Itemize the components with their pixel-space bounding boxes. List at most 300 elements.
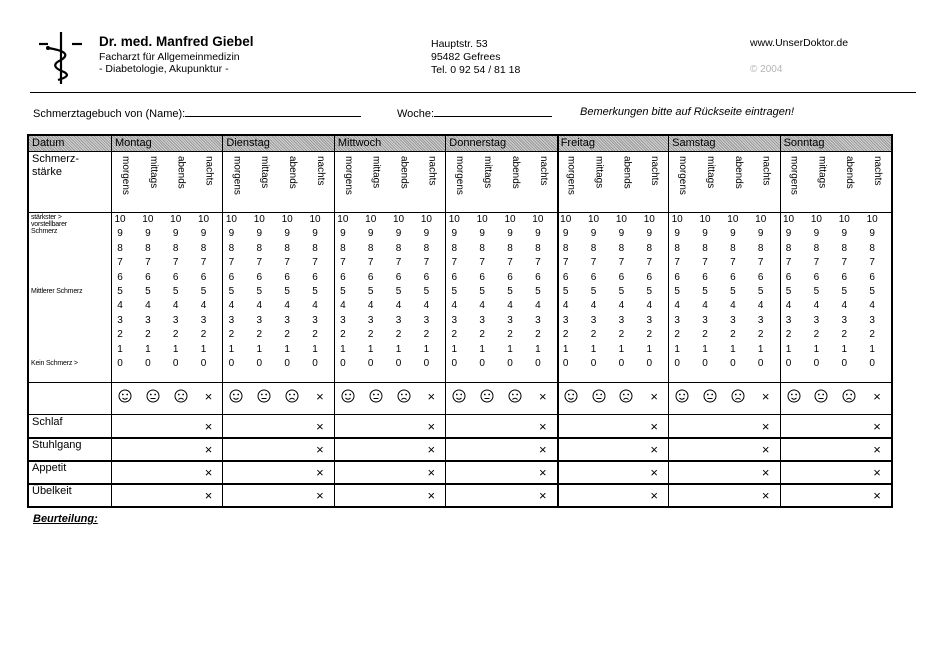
- pain-scale-value[interactable]: 1: [340, 343, 346, 355]
- pain-scale-value[interactable]: 2: [117, 329, 123, 341]
- pain-scale-value[interactable]: 10: [142, 214, 154, 225]
- pain-scale-value[interactable]: 7: [145, 257, 151, 269]
- pain-scale-value[interactable]: 2: [228, 329, 235, 341]
- pain-scale-value[interactable]: 2: [618, 329, 625, 341]
- pain-scale-value[interactable]: 6: [312, 271, 318, 283]
- pain-scale-value[interactable]: 3: [507, 314, 513, 326]
- pain-scale-value[interactable]: 10: [866, 214, 878, 225]
- pain-scale-value[interactable]: 0: [507, 358, 513, 369]
- pain-scale-value[interactable]: 7: [562, 257, 569, 269]
- pain-scale-value[interactable]: 4: [646, 300, 653, 312]
- pain-scale-value[interactable]: 7: [256, 257, 263, 269]
- pain-scale-value[interactable]: 6: [618, 271, 625, 283]
- pain-scale-value[interactable]: 2: [423, 329, 430, 341]
- pain-scale-value[interactable]: 7: [312, 257, 318, 269]
- none-mark[interactable]: ×: [204, 389, 213, 404]
- pain-scale-value[interactable]: 6: [646, 271, 653, 283]
- pain-scale-value[interactable]: 0: [395, 358, 402, 369]
- pain-scale-value[interactable]: 2: [507, 329, 513, 341]
- pain-scale-value[interactable]: 6: [172, 271, 179, 283]
- pain-scale-value[interactable]: 2: [730, 329, 736, 341]
- pain-scale-value[interactable]: 7: [590, 257, 597, 269]
- neutral-face-icon[interactable]: [814, 389, 828, 403]
- pain-scale-value[interactable]: 5: [423, 286, 430, 297]
- pain-scale-value[interactable]: 9: [479, 228, 485, 240]
- pain-scale-value[interactable]: 6: [451, 271, 458, 283]
- none-mark[interactable]: ×: [427, 389, 436, 404]
- pain-scale-value[interactable]: 0: [618, 358, 625, 369]
- pain-scale-value[interactable]: 6: [423, 271, 430, 283]
- pain-scale-value[interactable]: 10: [727, 214, 739, 225]
- pain-scale-value[interactable]: 3: [562, 314, 569, 326]
- pain-scale-value[interactable]: 10: [810, 214, 822, 225]
- pain-scale-value[interactable]: 1: [785, 343, 792, 355]
- pain-scale-value[interactable]: 6: [395, 271, 402, 283]
- week-line[interactable]: [434, 106, 552, 117]
- row-mark[interactable]: ×: [316, 488, 324, 503]
- row-mark[interactable]: ×: [761, 442, 770, 457]
- pain-scale-value[interactable]: 4: [869, 300, 875, 312]
- pain-scale-value[interactable]: 4: [145, 300, 151, 312]
- row-mark[interactable]: ×: [204, 488, 213, 503]
- pain-scale-value[interactable]: 7: [535, 257, 541, 269]
- pain-scale-value[interactable]: 3: [702, 314, 708, 326]
- pain-scale-value[interactable]: 6: [562, 271, 569, 283]
- sad-face-icon[interactable]: [285, 389, 299, 403]
- pain-scale-value[interactable]: 2: [479, 329, 485, 341]
- pain-scale-value[interactable]: 10: [114, 214, 126, 225]
- pain-scale-value[interactable]: 2: [145, 329, 151, 341]
- pain-scale-value[interactable]: 0: [646, 358, 653, 369]
- pain-scale-value[interactable]: 2: [813, 329, 820, 341]
- pain-scale-value[interactable]: 0: [284, 358, 290, 369]
- row-mark[interactable]: ×: [873, 465, 881, 480]
- pain-scale-value[interactable]: 1: [228, 343, 235, 355]
- pain-scale-value[interactable]: 1: [284, 343, 290, 355]
- pain-scale-value[interactable]: 6: [757, 271, 764, 283]
- pain-scale-value[interactable]: 0: [730, 358, 736, 369]
- pain-scale-value[interactable]: 0: [479, 358, 485, 369]
- pain-scale-value[interactable]: 5: [284, 286, 290, 297]
- pain-scale-value[interactable]: 10: [448, 214, 460, 225]
- pain-scale-value[interactable]: 1: [646, 343, 653, 355]
- pain-scale-value[interactable]: 0: [757, 358, 764, 369]
- pain-scale-value[interactable]: 8: [730, 242, 736, 254]
- pain-scale-value[interactable]: 1: [200, 343, 207, 355]
- pain-scale-value[interactable]: 5: [172, 286, 179, 297]
- pain-scale-value[interactable]: 3: [200, 314, 207, 326]
- pain-scale-value[interactable]: 4: [367, 300, 374, 312]
- pain-scale-value[interactable]: 0: [451, 358, 458, 369]
- pain-scale-value[interactable]: 0: [590, 358, 597, 369]
- pain-scale-value[interactable]: 2: [535, 329, 541, 341]
- pain-scale-value[interactable]: 7: [395, 257, 402, 269]
- pain-scale-value[interactable]: 4: [507, 300, 513, 312]
- neutral-face-icon[interactable]: [369, 389, 383, 403]
- pain-scale-value[interactable]: 10: [588, 214, 600, 225]
- pain-scale-value[interactable]: 7: [869, 257, 875, 269]
- pain-scale-value[interactable]: 6: [228, 271, 235, 283]
- pain-scale-value[interactable]: 5: [200, 286, 207, 297]
- pain-scale-value[interactable]: 9: [451, 228, 458, 240]
- pain-scale-value[interactable]: 6: [674, 271, 680, 283]
- row-mark[interactable]: ×: [538, 419, 547, 434]
- happy-face-icon[interactable]: [787, 389, 801, 403]
- pain-scale-value[interactable]: 5: [674, 286, 680, 297]
- pain-scale-value[interactable]: 6: [367, 271, 374, 283]
- pain-scale-value[interactable]: 9: [562, 228, 569, 240]
- pain-scale-value[interactable]: 4: [228, 300, 235, 312]
- pain-scale-value[interactable]: 1: [674, 343, 680, 355]
- pain-scale-value[interactable]: 9: [312, 228, 318, 240]
- pain-scale-value[interactable]: 0: [423, 358, 430, 369]
- pain-scale-value[interactable]: 3: [367, 314, 374, 326]
- row-mark[interactable]: ×: [204, 419, 213, 434]
- pain-scale-value[interactable]: 10: [476, 214, 488, 225]
- row-mark[interactable]: ×: [650, 419, 658, 434]
- pain-scale-value[interactable]: 9: [200, 228, 207, 240]
- website-link[interactable]: www.UnserDoktor.de: [750, 37, 849, 49]
- pain-scale-value[interactable]: 6: [785, 271, 792, 283]
- row-mark[interactable]: ×: [650, 442, 658, 457]
- pain-scale-value[interactable]: 3: [312, 314, 318, 326]
- pain-scale-value[interactable]: 9: [228, 228, 235, 240]
- happy-face-icon[interactable]: [452, 389, 466, 403]
- pain-scale-value[interactable]: 5: [702, 286, 708, 297]
- row-mark[interactable]: ×: [316, 419, 324, 434]
- pain-scale-value[interactable]: 7: [228, 257, 235, 269]
- pain-scale-value[interactable]: 3: [340, 314, 346, 326]
- pain-scale-value[interactable]: 9: [841, 228, 848, 240]
- pain-scale-value[interactable]: 0: [172, 358, 179, 369]
- row-mark[interactable]: ×: [650, 488, 658, 503]
- pain-scale-value[interactable]: 8: [200, 242, 207, 254]
- pain-scale-value[interactable]: 3: [172, 314, 179, 326]
- pain-scale-value[interactable]: 3: [674, 314, 680, 326]
- row-mark[interactable]: ×: [316, 465, 324, 480]
- pain-scale-value[interactable]: 7: [730, 257, 736, 269]
- pain-scale-value[interactable]: 8: [117, 242, 123, 254]
- pain-scale-value[interactable]: 4: [535, 300, 541, 312]
- pain-scale-value[interactable]: 8: [423, 242, 430, 254]
- pain-scale-value[interactable]: 1: [535, 343, 541, 355]
- pain-scale-value[interactable]: 0: [145, 358, 151, 369]
- pain-scale-value[interactable]: 4: [284, 300, 290, 312]
- pain-scale-value[interactable]: 1: [423, 343, 430, 355]
- pain-scale-value[interactable]: 6: [117, 271, 123, 283]
- row-mark[interactable]: ×: [204, 465, 213, 480]
- pain-scale-value[interactable]: 0: [228, 358, 235, 369]
- pain-scale-value[interactable]: 1: [841, 343, 848, 355]
- pain-scale-value[interactable]: 9: [145, 228, 151, 240]
- pain-scale-value[interactable]: 3: [590, 314, 597, 326]
- pain-scale-value[interactable]: 0: [367, 358, 374, 369]
- pain-scale-value[interactable]: 3: [813, 314, 820, 326]
- row-mark[interactable]: ×: [427, 442, 436, 457]
- pain-scale-value[interactable]: 8: [646, 242, 653, 254]
- pain-scale-value[interactable]: 8: [479, 242, 485, 254]
- neutral-face-icon[interactable]: [257, 389, 271, 403]
- pain-scale-value[interactable]: 9: [702, 228, 708, 240]
- pain-scale-value[interactable]: 5: [562, 286, 569, 297]
- pain-scale-value[interactable]: 9: [256, 228, 263, 240]
- pain-scale-value[interactable]: 4: [590, 300, 597, 312]
- pain-scale-value[interactable]: 7: [284, 257, 290, 269]
- pain-scale-value[interactable]: 3: [479, 314, 485, 326]
- pain-scale-value[interactable]: 8: [674, 242, 680, 254]
- pain-scale-value[interactable]: 9: [423, 228, 430, 240]
- pain-scale-value[interactable]: 7: [841, 257, 848, 269]
- row-mark[interactable]: ×: [427, 419, 436, 434]
- pain-scale-value[interactable]: 5: [590, 286, 597, 297]
- neutral-face-icon[interactable]: [146, 389, 160, 403]
- happy-face-icon[interactable]: [341, 389, 355, 403]
- pain-scale-value[interactable]: 2: [395, 329, 402, 341]
- pain-scale-value[interactable]: 9: [813, 228, 820, 240]
- pain-scale-value[interactable]: 3: [841, 314, 848, 326]
- pain-scale-value[interactable]: 9: [535, 228, 541, 240]
- pain-scale-value[interactable]: 5: [841, 286, 848, 297]
- pain-scale-value[interactable]: 1: [117, 343, 123, 355]
- neutral-face-icon[interactable]: [480, 389, 494, 403]
- none-mark[interactable]: ×: [761, 389, 770, 404]
- pain-scale-value[interactable]: 4: [395, 300, 402, 312]
- pain-scale-value[interactable]: 5: [646, 286, 653, 297]
- pain-scale-value[interactable]: 3: [451, 314, 458, 326]
- row-mark[interactable]: ×: [204, 442, 213, 457]
- neutral-face-icon[interactable]: [703, 389, 717, 403]
- pain-scale-value[interactable]: 7: [423, 257, 430, 269]
- sad-face-icon[interactable]: [842, 389, 856, 403]
- pain-scale-value[interactable]: 8: [757, 242, 764, 254]
- pain-scale-value[interactable]: 5: [730, 286, 736, 297]
- pain-scale-value[interactable]: 10: [504, 214, 516, 225]
- pain-scale-value[interactable]: 4: [730, 300, 736, 312]
- pain-scale-value[interactable]: 5: [785, 286, 792, 297]
- pain-scale-value[interactable]: 8: [618, 242, 625, 254]
- pain-scale-value[interactable]: 5: [395, 286, 402, 297]
- patient-name-line[interactable]: [185, 106, 361, 117]
- pain-scale-value[interactable]: 2: [757, 329, 764, 341]
- pain-scale-value[interactable]: 0: [200, 358, 207, 369]
- pain-scale-value[interactable]: 10: [170, 214, 182, 225]
- pain-scale-value[interactable]: 5: [535, 286, 541, 297]
- pain-scale-value[interactable]: 5: [312, 286, 318, 297]
- pain-scale-value[interactable]: 10: [755, 214, 767, 225]
- pain-scale-value[interactable]: 1: [451, 343, 458, 355]
- pain-scale-value[interactable]: 9: [507, 228, 513, 240]
- pain-scale-value[interactable]: 0: [256, 358, 263, 369]
- pain-scale-value[interactable]: 10: [225, 214, 237, 225]
- pain-scale-value[interactable]: 4: [172, 300, 179, 312]
- pain-scale-value[interactable]: 2: [785, 329, 792, 341]
- pain-scale-value[interactable]: 0: [785, 358, 792, 369]
- pain-scale-value[interactable]: 8: [702, 242, 708, 254]
- row-mark[interactable]: ×: [761, 465, 770, 480]
- sad-face-icon[interactable]: [397, 389, 411, 403]
- pain-scale-value[interactable]: 10: [838, 214, 850, 225]
- pain-scale-value[interactable]: 10: [337, 214, 349, 225]
- pain-scale-value[interactable]: 1: [312, 343, 318, 355]
- pain-scale-value[interactable]: 7: [200, 257, 207, 269]
- pain-scale-value[interactable]: 6: [841, 271, 848, 283]
- pain-scale-value[interactable]: 8: [228, 242, 235, 254]
- pain-scale-value[interactable]: 4: [423, 300, 430, 312]
- pain-scale-value[interactable]: 8: [451, 242, 458, 254]
- pain-scale-value[interactable]: 8: [367, 242, 374, 254]
- pain-scale-value[interactable]: 7: [479, 257, 485, 269]
- pain-scale-value[interactable]: 8: [256, 242, 263, 254]
- happy-face-icon[interactable]: [675, 389, 689, 403]
- pain-scale-value[interactable]: 0: [562, 358, 569, 369]
- pain-scale-value[interactable]: 1: [145, 343, 151, 355]
- pain-scale-value[interactable]: 3: [730, 314, 736, 326]
- pain-scale-value[interactable]: 7: [117, 257, 123, 269]
- pain-scale-value[interactable]: 10: [365, 214, 377, 225]
- pain-scale-value[interactable]: 6: [535, 271, 541, 283]
- pain-scale-value[interactable]: 9: [869, 228, 875, 240]
- pain-scale-value[interactable]: 9: [367, 228, 374, 240]
- pain-scale-value[interactable]: 0: [841, 358, 848, 369]
- pain-scale-value[interactable]: 6: [284, 271, 290, 283]
- pain-scale-value[interactable]: 4: [256, 300, 263, 312]
- row-mark[interactable]: ×: [873, 442, 881, 457]
- pain-scale-value[interactable]: 4: [562, 300, 569, 312]
- sad-face-icon[interactable]: [619, 389, 633, 403]
- pain-scale-value[interactable]: 10: [783, 214, 795, 225]
- pain-scale-value[interactable]: 10: [671, 214, 683, 225]
- pain-scale-value[interactable]: 9: [172, 228, 179, 240]
- pain-scale-value[interactable]: 2: [562, 329, 569, 341]
- pain-scale-value[interactable]: 1: [618, 343, 625, 355]
- pain-scale-value[interactable]: 7: [674, 257, 680, 269]
- pain-scale-value[interactable]: 7: [340, 257, 346, 269]
- pain-scale-value[interactable]: 6: [200, 271, 207, 283]
- pain-scale-value[interactable]: 3: [284, 314, 290, 326]
- pain-scale-value[interactable]: 2: [841, 329, 848, 341]
- pain-scale-value[interactable]: 6: [702, 271, 708, 283]
- pain-scale-value[interactable]: 7: [507, 257, 513, 269]
- sad-face-icon[interactable]: [508, 389, 522, 403]
- pain-scale-value[interactable]: 3: [145, 314, 151, 326]
- pain-scale-value[interactable]: 5: [757, 286, 764, 297]
- pain-scale-value[interactable]: 5: [367, 286, 374, 297]
- pain-scale-value[interactable]: 4: [813, 300, 820, 312]
- pain-scale-value[interactable]: 5: [618, 286, 625, 297]
- pain-scale-value[interactable]: 4: [757, 300, 764, 312]
- pain-scale-value[interactable]: 6: [145, 271, 151, 283]
- pain-scale-value[interactable]: 8: [869, 242, 875, 254]
- pain-scale-value[interactable]: 1: [256, 343, 263, 355]
- pain-scale-value[interactable]: 10: [699, 214, 711, 225]
- pain-scale-value[interactable]: 8: [145, 242, 151, 254]
- sad-face-icon[interactable]: [174, 389, 188, 403]
- pain-scale-value[interactable]: 4: [618, 300, 625, 312]
- pain-scale-value[interactable]: 5: [451, 286, 458, 297]
- pain-scale-value[interactable]: 5: [340, 286, 346, 297]
- pain-scale-value[interactable]: 1: [507, 343, 513, 355]
- week-field[interactable]: [397, 106, 552, 120]
- pain-scale-value[interactable]: 1: [730, 343, 736, 355]
- pain-scale-value[interactable]: 0: [340, 358, 346, 369]
- pain-scale-value[interactable]: 3: [117, 314, 123, 326]
- pain-scale-value[interactable]: 8: [562, 242, 569, 254]
- pain-scale-value[interactable]: 8: [813, 242, 820, 254]
- pain-scale-value[interactable]: 8: [535, 242, 541, 254]
- pain-scale-value[interactable]: 9: [757, 228, 764, 240]
- none-mark[interactable]: ×: [650, 389, 658, 404]
- pain-scale-value[interactable]: 9: [730, 228, 736, 240]
- pain-scale-value[interactable]: 7: [646, 257, 653, 269]
- none-mark[interactable]: ×: [538, 389, 547, 404]
- pain-scale-value[interactable]: 9: [646, 228, 653, 240]
- pain-scale-value[interactable]: 7: [618, 257, 625, 269]
- pain-scale-value[interactable]: 6: [479, 271, 485, 283]
- pain-scale-value[interactable]: 1: [757, 343, 764, 355]
- pain-scale-value[interactable]: 0: [535, 358, 541, 369]
- pain-scale-value[interactable]: 7: [451, 257, 458, 269]
- pain-scale-value[interactable]: 2: [312, 329, 318, 341]
- happy-face-icon[interactable]: [229, 389, 243, 403]
- neutral-face-icon[interactable]: [592, 389, 606, 403]
- pain-scale-value[interactable]: 3: [618, 314, 625, 326]
- pain-scale-value[interactable]: 0: [312, 358, 318, 369]
- pain-scale-value[interactable]: 2: [172, 329, 179, 341]
- pain-scale-value[interactable]: 2: [646, 329, 653, 341]
- pain-scale-value[interactable]: 6: [869, 271, 875, 283]
- pain-scale-value[interactable]: 8: [841, 242, 848, 254]
- pain-scale-value[interactable]: 2: [702, 329, 708, 341]
- row-mark[interactable]: ×: [538, 465, 547, 480]
- pain-scale-value[interactable]: 10: [532, 214, 544, 225]
- pain-scale-value[interactable]: 8: [172, 242, 179, 254]
- row-mark[interactable]: ×: [873, 488, 881, 503]
- pain-scale-value[interactable]: 6: [507, 271, 513, 283]
- pain-scale-value[interactable]: 4: [451, 300, 458, 312]
- pain-scale-value[interactable]: 2: [284, 329, 290, 341]
- pain-scale-value[interactable]: 3: [395, 314, 402, 326]
- pain-scale-value[interactable]: 2: [869, 329, 875, 341]
- pain-scale-value[interactable]: 9: [674, 228, 680, 240]
- pain-scale-value[interactable]: 3: [423, 314, 430, 326]
- pain-scale-value[interactable]: 0: [702, 358, 708, 369]
- pain-scale-value[interactable]: 4: [200, 300, 207, 312]
- pain-scale-value[interactable]: 3: [646, 314, 653, 326]
- pain-scale-value[interactable]: 7: [757, 257, 764, 269]
- pain-scale-value[interactable]: 0: [674, 358, 680, 369]
- pain-scale-value[interactable]: 8: [284, 242, 290, 254]
- pain-scale-value[interactable]: 10: [560, 214, 572, 225]
- pain-scale-value[interactable]: 9: [340, 228, 346, 240]
- pain-scale-value[interactable]: 10: [198, 214, 210, 225]
- pain-scale-value[interactable]: 9: [590, 228, 597, 240]
- pain-scale-value[interactable]: 5: [256, 286, 263, 297]
- pain-scale-value[interactable]: 5: [813, 286, 820, 297]
- pain-scale-value[interactable]: 5: [479, 286, 485, 297]
- pain-scale-value[interactable]: 1: [702, 343, 708, 355]
- pain-scale-value[interactable]: 9: [117, 228, 123, 240]
- pain-scale-value[interactable]: 5: [869, 286, 875, 297]
- row-mark[interactable]: ×: [761, 488, 770, 503]
- pain-scale-value[interactable]: 9: [395, 228, 402, 240]
- pain-scale-value[interactable]: 9: [785, 228, 792, 240]
- pain-scale-value[interactable]: 2: [340, 329, 346, 341]
- pain-scale-value[interactable]: 1: [395, 343, 402, 355]
- pain-scale-value[interactable]: 8: [590, 242, 597, 254]
- pain-scale-value[interactable]: 1: [479, 343, 485, 355]
- pain-scale-value[interactable]: 1: [590, 343, 597, 355]
- pain-scale-value[interactable]: 4: [479, 300, 485, 312]
